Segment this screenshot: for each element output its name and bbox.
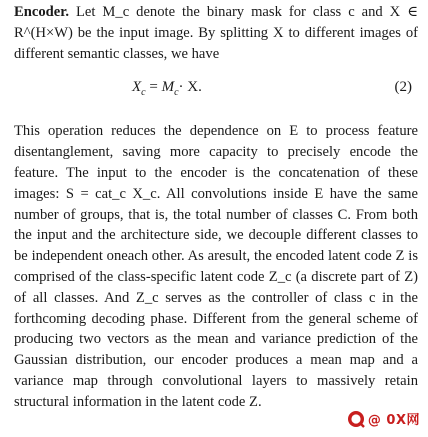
php-logo-icon — [347, 410, 365, 428]
site-watermark — [347, 409, 420, 428]
equation-2 — [14, 73, 418, 107]
equation-body: $X_c = M_c\cdot X$. — [132, 79, 202, 99]
paragraph-text: This operation reduces the dependence on E to process feature disentanglement, saving more capacity to precisely encode the feature. The input to the encoder is the concatenation of these images: S = cat_c X_c. All convolutions inside E have the same number of groups, that is, the total number of classes C. From both the input and the architecture side, we decouple different classes to be independent oneach other. As aresult, the encoded latent code Z is comprised of the class-specific latent code Z_c (a discrete part of Z) of all classes. And Z_c serves as the controller of class c in the forthcoming decoding phase. Different from the general scheme of producing two vectors as the mean and variance prediction of the Gaussian distribution, our encoder produces a mean map and a variance map through convolutional layers to massively retain structural information in the latent code Z. — [14, 123, 418, 410]
paragraph-encoder-intro — [14, 2, 418, 64]
equation-number: (2) — [394, 79, 412, 96]
paragraph-encoder-details — [14, 121, 418, 412]
paper-page — [14, 2, 418, 413]
paragraph-text: Let M_c denote the binary mask for class c and X ∈ R^(H×W) be the input image. By splitting X to different images of different semantic classes, we have — [14, 4, 419, 62]
watermark-text: @ 0X网 — [367, 413, 420, 428]
section-lead: Encoder. — [14, 4, 70, 20]
